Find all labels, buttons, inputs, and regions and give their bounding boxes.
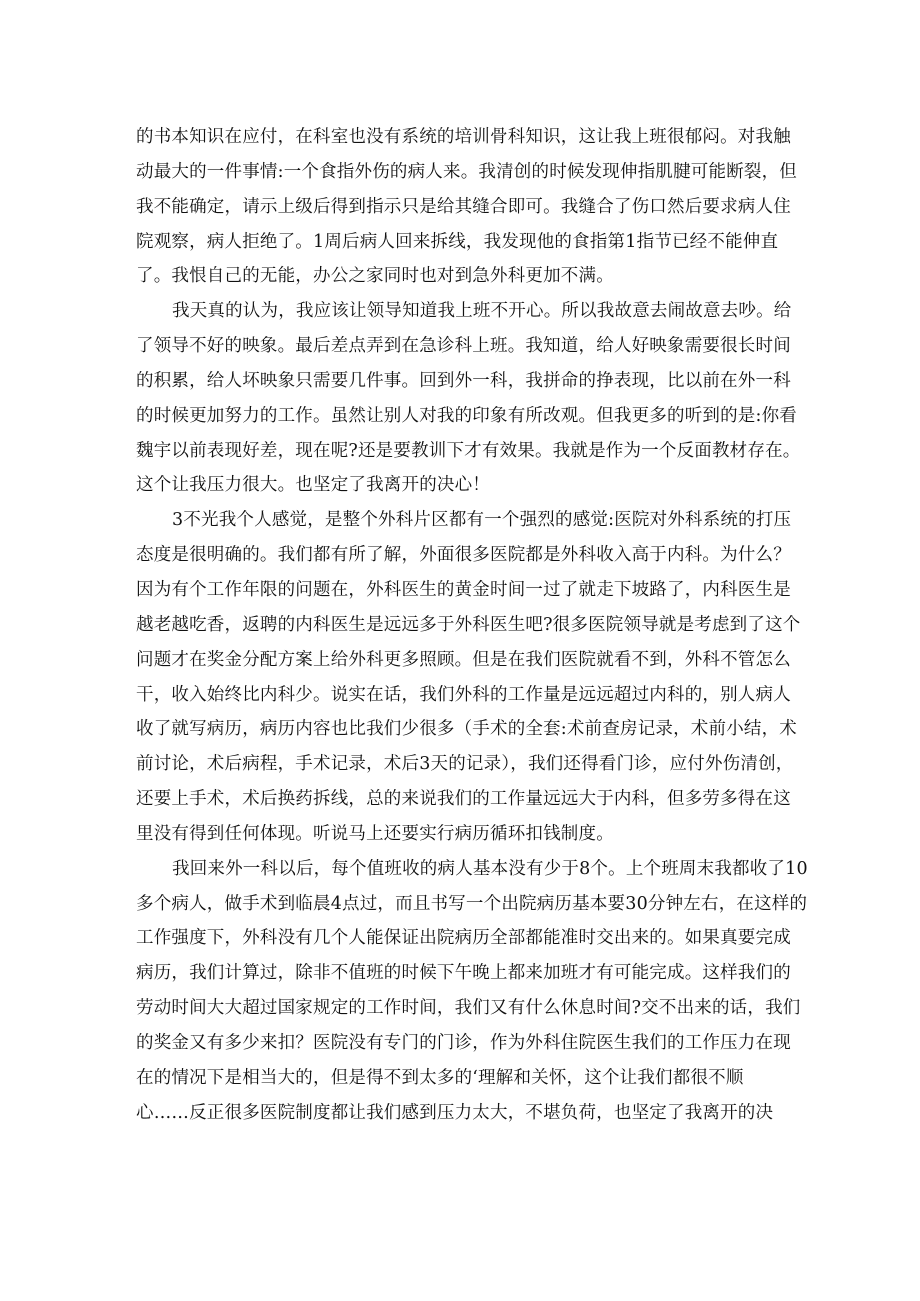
- text-line: 病历，我们计算过，除非不值班的时候下午晚上都来加班才有可能完成。这样我们的: [136, 963, 791, 984]
- text-line: 前讨论，术后病程，手术记录，术后3天的记录），我们还得看门诊，应付外伤清创，: [136, 754, 794, 775]
- text-line: 收了就写病历，病历内容也比我们少很多（手术的全套:术前查房记录，术前小结，术: [136, 719, 797, 740]
- text-line: 的书本知识在应付，在科室也没有系统的培训骨科知识，这让我上班很郁闷。对我触: [136, 127, 791, 147]
- text-line: 了领导不好的映象。最后差点弄到在急诊科上班。我知道，给人好映象需要很长时间: [136, 336, 791, 357]
- paragraph: [136, 852, 808, 1131]
- paragraph: [136, 503, 801, 851]
- paragraph: [136, 120, 797, 294]
- text-line: 干，收入始终比内科少。说实在话，我们外科的工作量是远远超过内科的，别人病人: [136, 684, 791, 705]
- text-line: 我天真的认为，我应该让领导知道我上班不开心。所以我故意去闹故意去吵。给: [172, 301, 792, 322]
- paragraph: [136, 294, 801, 503]
- text-line: 了。我恨自己的无能，办公之家同时也对到急外科更加不满。: [136, 266, 614, 287]
- text-line: 的时候更加努力的工作。虽然让别人对我的印象有所改观。但我更多的听到的是:你看: [136, 405, 797, 426]
- text-line: 越老越吃香，返聘的内科医生是远远多于外科医生吧?很多医院领导就是考虑到了这个: [136, 614, 801, 635]
- text-line: 院观察，病人拒绝了。1周后病人回来拆线，我发现他的食指第1指节已经不能伸直: [136, 231, 779, 252]
- text-line: 动最大的一件事情:一个食指外伤的病人来。我清创的时候发现伸指肌腱可能断裂，但: [136, 161, 797, 182]
- text-line: 还要上手术，术后换药拆线，总的来说我们的工作量远远大于内科，但多劳多得在这: [136, 789, 791, 810]
- text-line: 我回来外一科以后，每个值班收的病人基本没有少于8个。上个班周末我都收了10: [172, 858, 808, 879]
- text-line: 多个病人，做手术到临晨4点过，而且书写一个出院病历基本要30分钟左右，在这样的: [136, 893, 808, 914]
- text-line: 在的情况下是相当大的，但是得不到太多的‘理解和关怀，这个让我们都很不顺: [136, 1067, 744, 1088]
- text-line: 3不光我个人感觉，是整个外科片区都有一个强烈的感觉:医院对外科系统的打压: [172, 510, 792, 531]
- text-line: 这个让我压力很大。也坚定了我离开的决心！: [136, 475, 490, 496]
- text-line: 魏宇以前表现好差，现在呢?还是要教训下才有效果。我就是作为一个反面教材存在。: [136, 440, 801, 461]
- text-line: 工作强度下，外科没有几个人能保证出院病历全部都能准时交出来的。如果真要完成: [136, 928, 791, 949]
- text-line: 的积累，给人坏映象只需要几件事。回到外一科，我拼命的挣表现，比以前在外一科: [136, 370, 791, 391]
- text-line: 态度是很明确的。我们都有所了解，外面很多医院都是外科收入高于内科。为什么？: [136, 545, 791, 566]
- document-body: [136, 120, 808, 1130]
- text-line: 因为有个工作年限的问题在，外科医生的黄金时间一过了就走下坡路了，内科医生是: [136, 579, 791, 600]
- text-line: 里没有得到任何体现。听说马上还要实行病历循环扣钱制度。: [136, 823, 614, 844]
- text-line: 的奖金又有多少来扣？医院没有专门的门诊，作为外科住院医生我们的工作压力在现: [136, 1032, 791, 1053]
- text-line: 心……反正很多医院制度都让我们感到压力太大，不堪负荷，也坚定了我离开的决: [136, 1102, 774, 1123]
- text-line: 问题才在奖金分配方案上给外科更多照顾。但是在我们医院就看不到，外科不管怎么: [136, 649, 791, 670]
- text-line: 我不能确定，请示上级后得到指示只是给其缝合即可。我缝合了伤口然后要求病人住: [136, 196, 791, 217]
- text-line: 劳动时间大大超过国家规定的工作时间，我们又有什么休息时间?交不出来的话，我们: [136, 998, 801, 1019]
